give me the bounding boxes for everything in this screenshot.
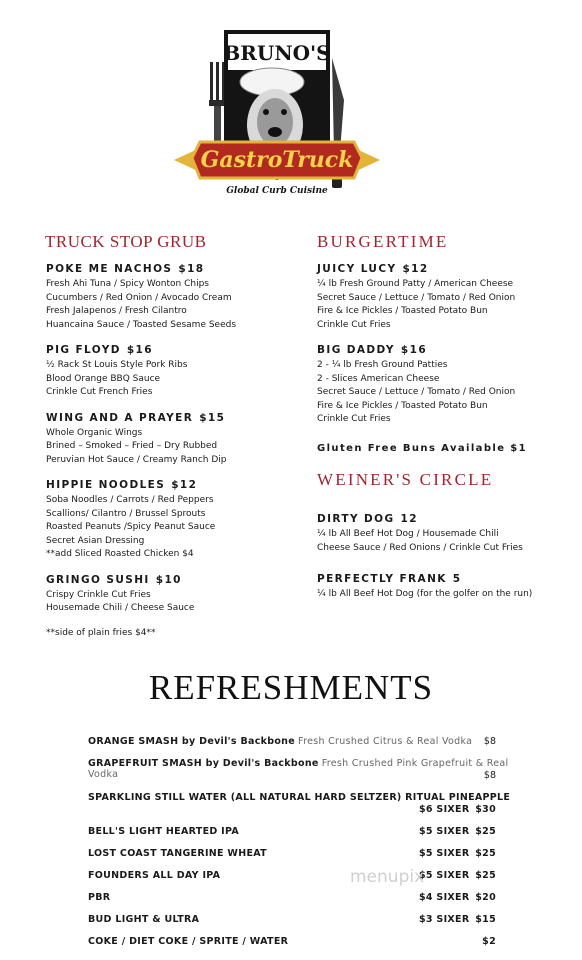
drink-row bbox=[88, 848, 498, 870]
item-line: Secret Sauce / Lettuce / Tomato / Red Onion bbox=[317, 292, 516, 303]
item-line: Secret Asian Dressing bbox=[46, 535, 145, 546]
drink-sixer: $5 SIXER bbox=[419, 848, 470, 859]
drink-sixer: $5 SIXER bbox=[419, 826, 470, 837]
item-line: Peruvian Hot Sauce / Creamy Ranch Dip bbox=[46, 454, 227, 465]
drink-sixer: $6 SIXER bbox=[419, 804, 470, 815]
menupix-watermark: menupix bbox=[350, 867, 425, 887]
item-price: $16 bbox=[126, 344, 153, 356]
drink-desc: Fresh Crushed Citrus & Real Vodka bbox=[298, 736, 473, 747]
side-note: **side of plain fries $4** bbox=[46, 627, 156, 638]
item-line: ¼ lb All Beef Hot Dog (for the golfer on the run) bbox=[317, 589, 533, 599]
section-title-weiners-circle: WEINER'S CIRCLE bbox=[317, 470, 494, 489]
drink-row bbox=[88, 758, 509, 792]
drink-name: SPARKLING STILL WATER (ALL NATURAL HARD SELTZER) RITUAL PINEAPPLE bbox=[88, 792, 511, 803]
item-line: Crispy Crinkle Cut Fries bbox=[46, 589, 151, 600]
drink-desc-cont: Vodka bbox=[88, 769, 119, 780]
drink-desc: Fresh Crushed Pink Grapefruit & Real bbox=[321, 758, 509, 769]
menu-item bbox=[317, 344, 567, 427]
item-price: $12 bbox=[402, 263, 429, 275]
drink-sixer: $3 SIXER bbox=[419, 914, 470, 925]
item-name: GRINGO SUSHI bbox=[46, 573, 150, 586]
section-title-truck-stop-grub: TRUCK STOP GRUB bbox=[45, 232, 207, 251]
item-line: Soba Noodles / Carrots / Red Peppers bbox=[46, 495, 214, 505]
gluten-free-note: Gluten Free Buns Available $1 bbox=[317, 443, 527, 454]
item-price: $15 bbox=[199, 411, 226, 424]
drink-sixer: $5 SIXER bbox=[419, 870, 470, 881]
drink-price: $15 bbox=[475, 914, 496, 925]
drink-sixer: $4 SIXER bbox=[419, 892, 470, 903]
item-name: POKE ME NACHOS bbox=[46, 263, 173, 275]
drink-name: ORANGE SMASH by Devil's Backbone bbox=[88, 736, 295, 747]
drink-row bbox=[88, 826, 498, 848]
drink-price: $8 bbox=[483, 770, 496, 781]
item-line: 2 - ¼ lb Fresh Ground Patties bbox=[317, 360, 448, 370]
section-title-burgertime: BURGERTIME bbox=[317, 232, 449, 251]
drink-row bbox=[88, 914, 498, 936]
item-line: Fresh Jalapenos / Fresh Cilantro bbox=[46, 306, 187, 316]
drink-name: FOUNDERS ALL DAY IPA bbox=[88, 870, 221, 881]
item-line: Blood Orange BBQ Sauce bbox=[46, 373, 161, 384]
drink-name: BUD LIGHT & ULTRA bbox=[88, 914, 200, 925]
item-price: 5 bbox=[452, 573, 462, 585]
drink-price: $25 bbox=[475, 826, 496, 837]
section-burgertime bbox=[317, 263, 567, 439]
drink-name: LOST COAST TANGERINE WHEAT bbox=[88, 848, 267, 859]
item-line: 2 - Slices American Cheese bbox=[317, 373, 440, 384]
item-price: $18 bbox=[178, 263, 205, 275]
item-price: 12 bbox=[400, 513, 418, 525]
item-line: ½ Rack St Louis Style Pork Ribs bbox=[46, 360, 188, 370]
item-line: Fresh Ahi Tuna / Spicy Wonton Chips bbox=[46, 279, 209, 289]
item-name: HIPPIE NOODLES bbox=[46, 479, 166, 491]
drink-name: PBR bbox=[88, 892, 111, 903]
logo-name-text: BRUNO'S bbox=[223, 41, 331, 65]
item-name: DIRTY DOG bbox=[317, 513, 395, 525]
item-price: $10 bbox=[155, 573, 182, 586]
item-line: Scallions/ Cilantro / Brussel Sprouts bbox=[46, 508, 206, 519]
menu-item bbox=[46, 263, 296, 332]
item-line: Crinkle Cut Fries bbox=[317, 414, 391, 424]
drink-price: $2 bbox=[482, 936, 496, 947]
refreshments-list bbox=[88, 736, 511, 958]
item-line: Housemade Chili / Cheese Sauce bbox=[46, 603, 195, 613]
section-weiners-circle bbox=[317, 513, 577, 614]
item-price: $12 bbox=[171, 479, 198, 491]
item-line: Brined – Smoked – Fried – Dry Rubbed bbox=[46, 441, 218, 451]
item-line: ¼ lb Fresh Ground Patty / American Cheese bbox=[317, 279, 514, 289]
menu-item bbox=[46, 344, 296, 400]
menu-item bbox=[46, 412, 296, 468]
item-price: $16 bbox=[400, 344, 428, 356]
item-name: JUICY LUCY bbox=[317, 263, 397, 275]
item-name: BIG DADDY bbox=[317, 344, 395, 356]
item-line: **add Sliced Roasted Chicken $4 bbox=[46, 549, 194, 559]
item-line: Crinkle Cut Fries bbox=[317, 319, 391, 330]
item-line: Secret Sauce / Lettuce / Tomato / Red Onion bbox=[317, 387, 516, 397]
refreshments-title: REFRESHMENTS bbox=[148, 668, 434, 707]
menu-item bbox=[46, 574, 296, 616]
drink-price: $25 bbox=[475, 870, 496, 881]
menu-item bbox=[317, 263, 567, 332]
drink-row bbox=[88, 936, 498, 958]
item-line: ¼ lb All Beef Hot Dog / Housemade Chili bbox=[317, 529, 499, 539]
menu-item bbox=[317, 573, 577, 602]
section-truck-stop-grub bbox=[46, 263, 296, 638]
item-line: Cheese Sauce / Red Onions / Crinkle Cut Fries bbox=[317, 542, 523, 553]
item-line: Roasted Peanuts /Spicy Peanut Sauce bbox=[46, 522, 216, 532]
drink-row bbox=[88, 736, 498, 758]
drink-row bbox=[88, 892, 498, 914]
drink-row bbox=[88, 870, 498, 892]
drink-row bbox=[88, 792, 511, 826]
item-name: WING AND A PRAYER bbox=[46, 411, 194, 424]
item-name: PERFECTLY FRANK bbox=[317, 573, 447, 585]
item-line: Fire & Ice Pickles / Toasted Potato Bun bbox=[317, 400, 488, 411]
logo-tagline-text: Global Curb Cuisine bbox=[226, 186, 328, 196]
drink-name: COKE / DIET COKE / SPRITE / WATER bbox=[88, 936, 289, 947]
item-line: Crinkle Cut French Fries bbox=[46, 387, 153, 397]
menu-item bbox=[46, 479, 296, 562]
item-line: Huancaina Sauce / Toasted Sesame Seeds bbox=[46, 319, 237, 330]
item-line: Cucumbers / Red Onion / Avocado Cream bbox=[46, 292, 232, 303]
drink-price: $8 bbox=[483, 736, 496, 747]
item-name: PIG FLOYD bbox=[46, 344, 121, 356]
item-line: Whole Organic Wings bbox=[46, 427, 143, 438]
logo-brand-text: GastroTruck bbox=[200, 147, 354, 173]
drink-price: $20 bbox=[475, 892, 496, 903]
drink-price: $30 bbox=[475, 804, 496, 815]
item-line: Fire & Ice Pickles / Toasted Potato Bun bbox=[317, 306, 488, 316]
bruno-gastrotruck-logo bbox=[172, 30, 382, 205]
drink-price: $25 bbox=[475, 848, 496, 859]
menu-item bbox=[317, 513, 577, 555]
drink-name: BELL'S LIGHT HEARTED IPA bbox=[88, 826, 240, 837]
drink-name: GRAPEFRUIT SMASH by Devil's Backbone bbox=[88, 758, 319, 769]
